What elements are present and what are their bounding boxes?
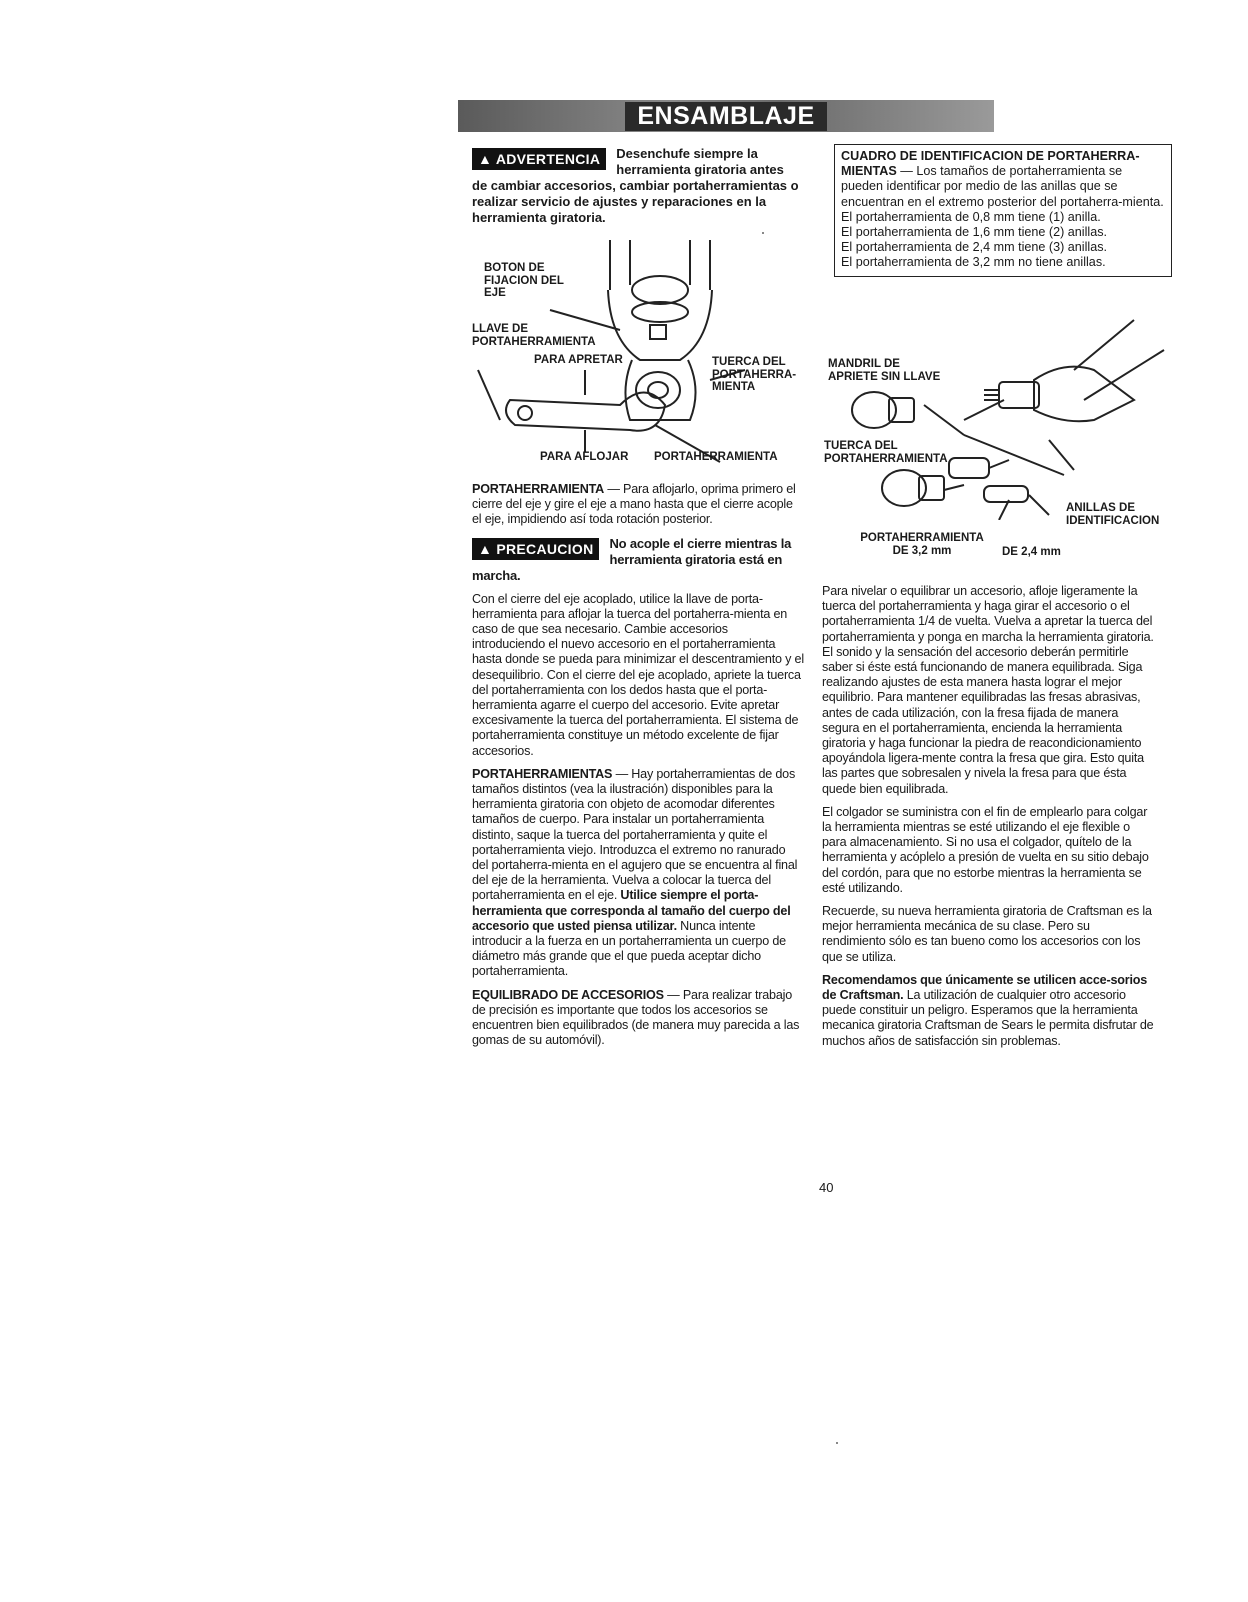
label-boton: BOTON DE FIJACION DEL EJE [484,262,564,299]
id-chart-line: El portaherramienta de 3,2 mm no tiene anillas. [841,255,1106,270]
paragraph-equilibrado: EQUILIBRADO DE ACCESORIOS — Para realizar trabajo de precisión es importante que todos los accesorios se encuentren bien equilibrados (de manera muy parecida a las gomas de su automóvil). [472,987,800,1048]
label-anillas: ANILLAS DE IDENTIFICACION [1066,502,1160,527]
paragraph-nivelar: Para nivelar o equilibrar un accesorio, afloje ligeramente la tuerca del portaherramienta y haga girar el accesorio o el portaherramienta 1/4 de vuelta. Vuelva a apretar la tuerca del portaherramienta y ponga en marcha la herramienta giratoria. El sonido y la sensación del accesorio deberán permitirle saber si éste está funcionando de manera equilibrada. Siga realizando ajustes de esta manera hasta lograr el mejor equilibrio. Para mantener equilibradas las fresas abrasivas, antes de cada utilización, con la fresa fijada de manera segura en el portaherramienta, encienda la herramienta giratoria y haga funcionar la piedra de reacondicionamiento apoyándola ligera-mente contra la fresa que gira. Esto quita las partes que sobresalen y nivela la fresa para que ésta quede bien equilibrada. [822,584,1154,796]
paragraph-recomendamos: Recomendamos que únicamente se utilicen acce-sorios de Craftsman. La utilización de cualquier otro accesorio puede constituir un peligro. Esperamos que la herramienta mecanica giratoria Craftsman de Sears le permita disfrutar de muchos años de satisfacción sin problemas. [822,972,1154,1048]
id-chart-line: El portaherramienta de 2,4 mm tiene (3) anillas. [841,240,1107,255]
paragraph-recuerde: Recuerde, su nueva herramienta giratoria de Craftsman es la mejor herramienta mecánica de su clase. Pero su rendimiento sólo es tan bueno como los accesorios con los que se utiliza. [822,904,1152,964]
warning-badge: ▲ ADVERTENCIA [472,148,606,170]
label-llave: LLAVE DE PORTAHERRAMIENTA [472,323,596,348]
id-chart-box [834,144,1172,277]
label-tuerca-2: TUERCA DEL PORTAHERRAMIENTA [824,440,948,465]
label-apretar: PARA APRETAR [534,354,623,366]
label-portaherramienta: PORTAHERRAMIENTA [654,451,778,463]
collet-figure [834,310,1174,520]
caution-text: No acople el cierre mientras la herramienta giratoria está en marcha. [472,535,792,583]
id-chart-heading: CUADRO DE IDENTIFICACION DE PORTAHERRA-MIENTAS [841,149,1140,179]
label-de24: DE 2,4 mm [1002,546,1061,558]
id-chart-line: El portaherramienta de 0,8 mm tiene (1) anilla. [841,209,1101,224]
paragraph-portaherramienta: PORTAHERRAMIENTA — Para aflojarlo, oprima primero el cierre del eje y gire el eje a mano hasta que el cierre acople el eje, impidiendo así toda rotación posterior. [472,482,796,527]
label-tuerca: TUERCA DEL PORTAHERRA-MIENTA [712,356,797,393]
paragraph-colgador: El colgador se suministra con el fin de emplearlo para colgar la herramienta mientras se esté utilizando el eje flexible o para almacenamiento. Si no usa el colgador, quítelo de la herramienta y acóplelo a presión de vuelta en su sitio debajo del cordón, para que no estorbe mientras la herramienta se esté utilizando. [822,804,1149,895]
section-banner [458,100,994,132]
id-chart-intro: — Los tamaños de portaherramienta se pueden identificar por medio de las anillas que se encuentran en el extremo posterior del portaherra-mienta. [841,164,1164,209]
left-column [472,482,804,1057]
speck [836,1442,838,1444]
page-number: 40 [819,1180,834,1195]
right-column [822,584,1156,1057]
speck [762,232,764,234]
caution-badge: ▲ PRECAUCION [472,538,599,560]
warning-block [472,146,802,226]
paragraph-cierre: Con el cierre del eje acoplado, utilice la llave de porta-herramienta para aflojar la tuerca del portaherra-mienta en caso de que sea necesario. Cambie accesorios introduciendo el nuevo accesorio en el portaherramienta hasta donde se pueda para minimizar el descentramiento y el desequilibrio. Con el cierre del eje acoplado, apriete la tuerca del portaherramienta con los dedos hasta que el porta-herramienta agarre el cuerpo del accesorio. Evite apretar excesivamente la tuerca del portaherramienta. El sistema de portaherramienta constituye un método excelente de fijar accesorios. [472,591,804,758]
id-chart-line: El portaherramienta de 1,6 mm tiene (2) anillas. [841,225,1107,240]
label-mandril: MANDRIL DE APRIETE SIN LLAVE [828,358,941,383]
warning-text: Desenchufe siempre la herramienta giratoria antes de cambiar accesorios, cambiar portaherramientas o realizar servicio de ajustes y reparaciones en la herramienta giratoria. [472,146,799,225]
paragraph-portaherramientas: PORTAHERRAMIENTAS — Hay portaherramientas de dos tamaños distintos (vea la ilustración) disponibles para la herramienta giratoria con objeto de acomodar diferentes tamaños de cuerpo. Para instalar un portaherramienta distinto, saque la tuerca del portaherramienta y quite el portaherramienta viejo. Introduzca el extremo no ranurado del portaherra-mienta en el agujero que se encuentra al final del eje de la herramienta. Vuelva a colocar la tuerca del portaherramienta en el eje. Utilice siempre el porta-herramienta que corresponda al tamaño del cuerpo del accesorio que usted piensa utilizar. Nunca intente introducir a la fuerza en un portaherramienta un cuerpo de diámetro más grande que el que pueda aceptar dicho portaherramienta. [472,766,798,979]
label-porta32: PORTAHERRAMIENTA DE 3,2 mm [860,532,984,557]
caution-block [472,536,804,584]
section-title: ENSAMBLAJE [625,102,826,131]
label-aflojar: PARA AFLOJAR [540,451,629,463]
